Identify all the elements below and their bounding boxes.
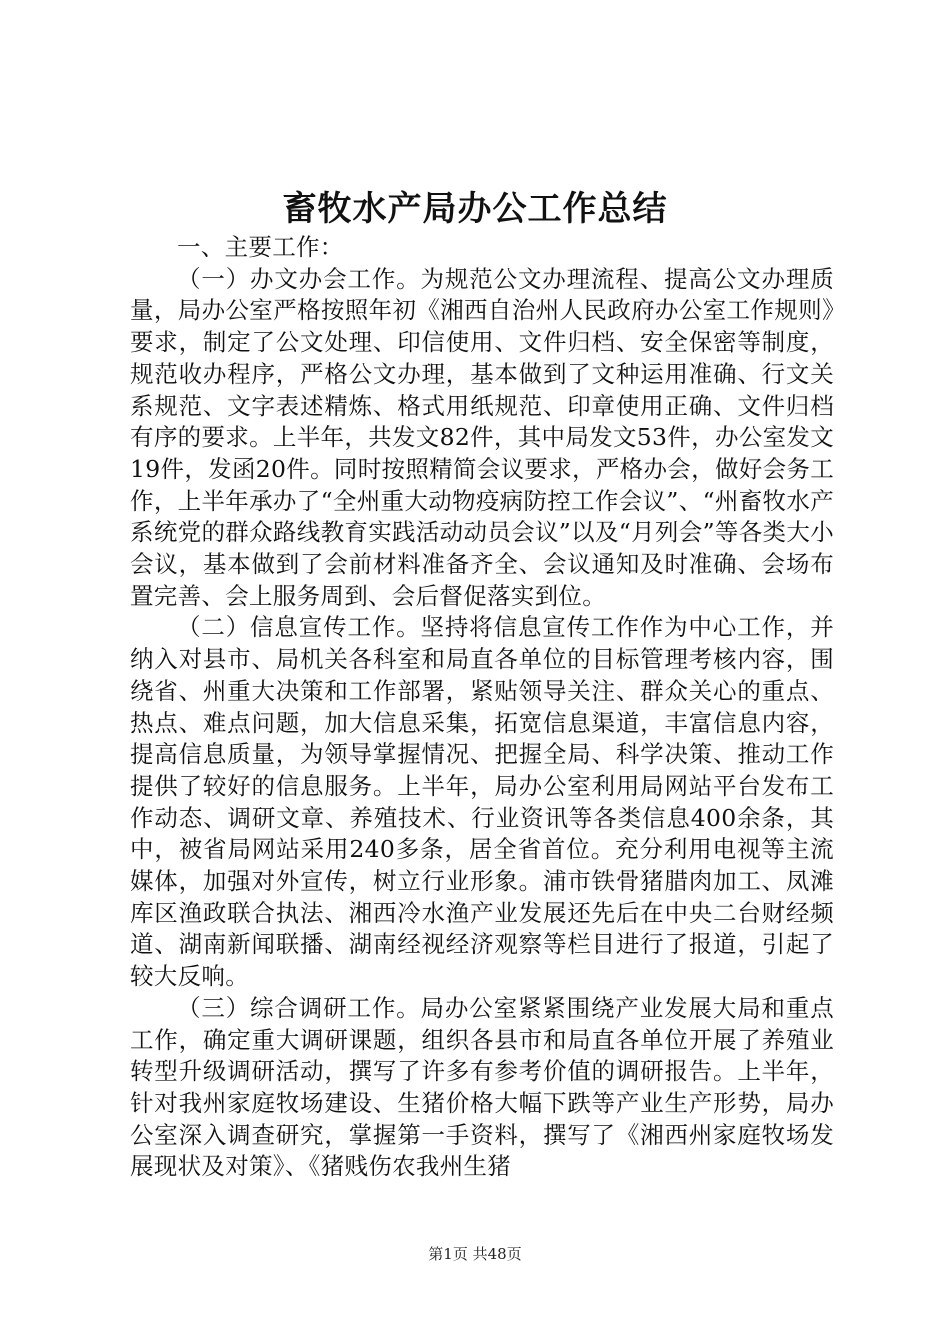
- section-heading: 一、主要工作：: [177, 233, 344, 261]
- paragraph-research: （三）综合调研工作。局办公室紧紧围绕产业发展大局和重点工作，确定重大调研课题，组织各县市和局直各单位开展了养殖业转型升级调研活动，撰写了许多有参考价值的调研报告。上半年，针对我州家庭牧场建设、生猪价格大幅下跌等产业生产形势，局办公室深入调查研究，掌握第一手资料，撰写了《湘西州家庭牧场发展现状及对策》、《猪贱伤农我州生猪: [130, 993, 834, 1181]
- paragraph-information-publicity: （二）信息宣传工作。坚持将信息宣传工作作为中心工作，并纳入对县市、局机关各科室和局直各单位的目标管理考核内容，围绕省、州重大决策和工作部署，紧贴领导关注、群众关心的重点、热点、难点问题，加大信息采集，拓宽信息渠道，丰富信息内容，提高信息质量，为领导掌握情况、把握全局、科学决策、推动工作提供了较好的信息服务。上半年，局办公室利用局网站平台发布工作动态、调研文章、养殖技术、行业资讯等各类信息400余条，其中，被省局网站采用240多条，居全省首位。充分利用电视等主流媒体，加强对外宣传，树立行业形象。浦市铁骨猪腊肉加工、凤滩库区渔政联合执法、湘西冷水渔产业发展还先后在中央二台财经频道、湖南新闻联播、湖南经视经济观察等栏目进行了报道，引起了较大反响。: [130, 613, 834, 991]
- paragraph-documents-meetings: （一）办文办会工作。为规范公文办理流程、提高公文办理质量，局办公室严格按照年初《湘西自治州人民政府办公室工作规则》要求，制定了公文处理、印信使用、文件归档、安全保密等制度，规范收办程序，严格公文办理，基本做到了文种运用准确、行文关系规范、文字表述精炼、格式用纸规范、印章使用正确、文件归档有序的要求。上半年，共发文82件，其中局发文53件，办公室发文19件，发函20件。同时按照精简会议要求，严格办会，做好会务工作，上半年承办了“全州重大动物疫病防控工作会议”、“州畜牧水产系统党的群众路线教育实践活动动员会议”以及“月列会”等各类大小会议，基本做到了会前材料准备齐全、会议通知及时准确、会场布置完善、会上服务周到、会后督促落实到位。: [130, 264, 834, 610]
- page-footer: 第1页 共48页: [428, 1245, 522, 1263]
- document-body: [130, 232, 834, 1183]
- document-title: 畜牧水产局办公工作总结: [282, 189, 668, 229]
